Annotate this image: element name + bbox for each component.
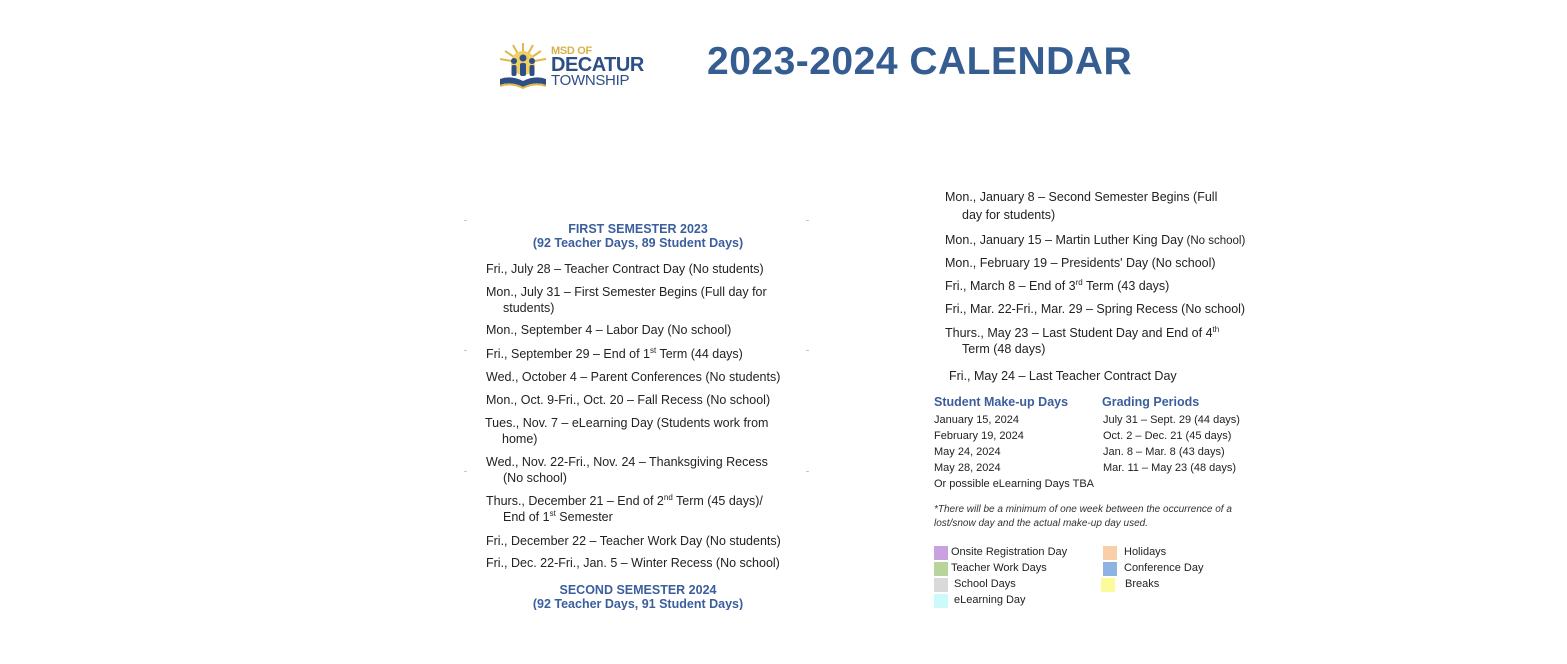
event-text: Fri., September 29 – End of 1: [486, 347, 650, 361]
event-item: Mon., February 19 – Presidents' Day (No school): [945, 256, 1216, 270]
logo-sun-book-icon: [496, 41, 550, 93]
legend-label-elearning: eLearning Day: [954, 594, 1026, 606]
legend-swatch-breaks: [1101, 578, 1115, 592]
event-item: [486, 284, 767, 316]
list-item: February 19, 2024: [934, 430, 1024, 442]
ordinal: st: [549, 509, 556, 518]
table-border-tick: [806, 220, 809, 221]
event-text: Tues., Nov. 7 – eLearning Day (Students work from: [485, 416, 769, 430]
event-item: [945, 232, 1245, 249]
table-border-tick: [464, 350, 467, 351]
makeup-days-list: [934, 412, 1094, 492]
list-item: Oct. 2 – Dec. 21 (45 days): [1103, 430, 1232, 442]
event-text-cont: students): [503, 301, 555, 315]
list-item: Jan. 8 – Mar. 8 (43 days): [1103, 446, 1225, 458]
event-text-cont: home): [502, 432, 538, 446]
second-semester-heading: [478, 583, 798, 610]
list-item: May 24, 2024: [934, 446, 1001, 458]
event-text: Term (45 days)/: [672, 494, 763, 508]
district-logo: [496, 41, 656, 93]
grading-periods-heading: Grading Periods: [1102, 395, 1200, 409]
event-item: Fri., Mar. 22-Fri., Mar. 29 – Spring Recess (No school): [945, 302, 1246, 316]
legend-label-teacher-work: Teacher Work Days: [951, 562, 1047, 574]
list-item: Mar. 11 – May 23 (48 days): [1103, 462, 1237, 474]
event-item: Fri., December 22 – Teacher Work Day (No students): [486, 534, 781, 548]
logo-prefix: MSD OF: [551, 45, 592, 57]
legend-swatch-conference: [1103, 562, 1117, 576]
list-item: May 28, 2024: [934, 462, 1001, 474]
first-semester-title: FIRST SEMESTER 2023: [568, 222, 708, 236]
first-semester-heading: [478, 222, 798, 250]
second-semester-subtitle: (92 Teacher Days, 91 Student Days): [532, 597, 744, 610]
grading-periods-list: [1103, 412, 1240, 476]
legend-label-conference: Conference Day: [1124, 562, 1204, 574]
first-semester-subtitle: (92 Teacher Days, 89 Student Days): [532, 236, 744, 250]
event-text: Term (44 days): [656, 347, 743, 361]
legend-label-school-days: School Days: [954, 578, 1016, 590]
event-item: [945, 189, 1217, 223]
logo-line1: DECATUR: [551, 54, 644, 76]
makeup-note: *There will be a minimum of one week between the occurrence of a lost/snow day and the actual make-up day used.: [934, 504, 1232, 529]
table-border-tick: [464, 471, 467, 472]
event-text: Thurs., May 23 – Last Student Day and End of 4: [945, 326, 1213, 340]
legend-swatch-teacher-work: [934, 562, 948, 576]
event-text-cont: Term (48 days): [962, 342, 1046, 356]
event-item: [945, 278, 1169, 294]
event-item: Wed., October 4 – Parent Conferences (No students): [486, 370, 781, 384]
event-text-cont: Semester: [555, 510, 613, 524]
ordinal: rd: [1075, 278, 1083, 287]
event-item: Fri., May 24 – Last Teacher Contract Day: [949, 369, 1177, 383]
legend-swatch-holidays: [1103, 546, 1117, 560]
table-border-tick: [806, 350, 809, 351]
event-text-cont: End of 1: [503, 510, 550, 524]
ordinal: th: [1212, 325, 1220, 334]
event-text-cont: day for students): [962, 208, 1056, 222]
event-item: [486, 454, 768, 486]
list-item: January 15, 2024: [934, 414, 1020, 426]
event-item: Fri., Dec. 22-Fri., Jan. 5 – Winter Recess (No school): [486, 556, 780, 570]
legend-label-onsite: Onsite Registration Day: [951, 546, 1068, 558]
legend-label-breaks: Breaks: [1125, 578, 1160, 590]
legend-label-holidays: Holidays: [1124, 546, 1167, 558]
event-item: Mon., September 4 – Labor Day (No school): [486, 323, 732, 337]
logo-line2: TOWNSHIP: [551, 72, 630, 89]
event-item: [485, 415, 768, 447]
legend-swatch-elearning: [934, 594, 948, 608]
event-text: Thurs., December 21 – End of 2: [486, 494, 664, 508]
list-item: July 31 – Sept. 29 (44 days): [1103, 414, 1240, 426]
page-title: 2023-2024 CALENDAR: [707, 40, 1133, 83]
event-item: [486, 346, 743, 362]
makeup-days-heading: Student Make-up Days: [934, 395, 1069, 409]
event-text: Mon., July 31 – First Semester Begins (Full day for: [486, 285, 767, 299]
table-border-tick: [464, 220, 467, 221]
event-text: Mon., January 8 – Second Semester Begins (Full: [945, 190, 1218, 204]
event-text: Wed., Nov. 22-Fri., Nov. 24 – Thanksgiving Recess: [486, 455, 768, 469]
event-text-cont: (No school): [503, 471, 567, 485]
event-item: Fri., July 28 – Teacher Contract Day (No students): [486, 262, 764, 276]
event-text: Fri., March 8 – End of 3: [945, 279, 1076, 293]
ordinal: nd: [663, 493, 673, 502]
event-text-small: (No school): [1183, 235, 1246, 247]
legend-swatch-onsite: [934, 546, 948, 560]
table-border-tick: [806, 471, 809, 472]
legend-swatch-school-days: [934, 578, 948, 592]
second-semester-title: SECOND SEMESTER 2024: [559, 583, 717, 597]
ordinal: st: [649, 346, 657, 355]
list-item: Or possible eLearning Days TBA: [934, 478, 1094, 490]
event-item: [486, 493, 763, 525]
event-item: Mon., Oct. 9-Fri., Oct. 20 – Fall Recess (No school): [486, 393, 771, 407]
event-text: Term (43 days): [1082, 279, 1170, 293]
event-item: [945, 325, 1219, 357]
event-text: Mon., January 15 – Martin Luther King Day: [945, 233, 1184, 247]
